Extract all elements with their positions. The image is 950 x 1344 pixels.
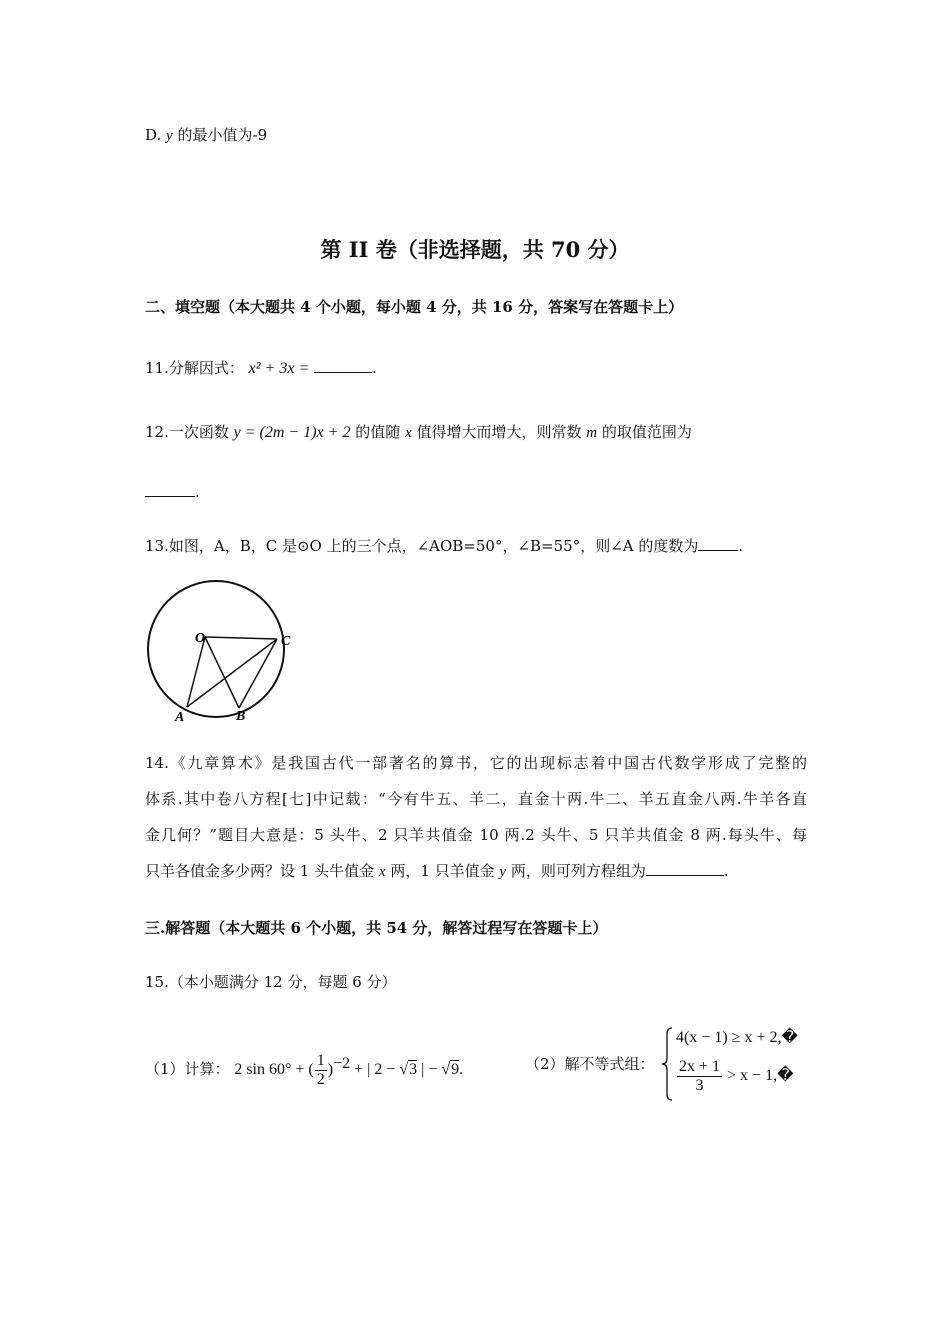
q12-mid1: 的值随: [355, 423, 401, 441]
q14-line4a: 只羊各值金多少两？设 1 头牛值金: [145, 862, 375, 880]
q15-p2-label: （2）解不等式组：: [525, 1055, 655, 1073]
q13-text: 13.如图，A，B，C 是⊙O 上的三个点，∠AOB=50°，∠B=55°，则∠A 的度数为: [145, 537, 699, 555]
ineq2-num: 2x + 1: [679, 1058, 721, 1075]
q11-prefix: 11.分解因式：: [145, 359, 244, 377]
segment-oa: [187, 637, 205, 707]
q14-line1: 14.《九章算术》是我国古代一部著名的算书，它的出现标志着中国古代数学形成了完整的: [145, 754, 807, 772]
q15-part1: [145, 1049, 463, 1089]
q15-p1-c: + | 2 − √: [350, 1061, 409, 1078]
q13-answer-blank[interactable]: [698, 535, 738, 551]
q14-line2: 体系.其中卷八方程[七]中记载：“今有牛五、羊二，直金十两.牛二、羊五直金八两.牛羊各直: [145, 790, 807, 808]
section-title: 第 II 卷（非选择题，共 70 分）: [320, 237, 630, 262]
question-14: [145, 745, 807, 890]
circle-figure: [142, 580, 302, 725]
label-o: O: [195, 631, 206, 646]
q15-p1-a: 2 sin 60° + (: [234, 1061, 314, 1078]
q12-end2: .: [195, 483, 200, 501]
question-12: [145, 421, 692, 444]
q15-p1-r9: 9: [451, 1061, 460, 1078]
q15-p1-b: ): [327, 1061, 334, 1078]
option-d-label: D.: [145, 126, 162, 144]
q15-p1-label: （1）计算：: [145, 1060, 230, 1078]
q14-line4: [145, 853, 807, 890]
part3-heading: 三.解答题（本大题共 6 个小题，共 54 分，解答过程写在答题卡上）: [145, 919, 608, 937]
q15-p1-r3: 3: [409, 1061, 418, 1078]
option-d-var: y: [166, 128, 173, 144]
ineq2-den: 3: [695, 1077, 704, 1094]
q14-line4c: 两，则可列方程组为: [510, 862, 646, 880]
q15-p1-num: 1: [316, 1051, 325, 1069]
ineq2-rest: > x − 1,�: [723, 1067, 794, 1085]
q14-line3: 金几何？”题目大意是：5 头牛、2 只羊共值金 10 两.2 头牛、5 只羊共值金 8 两.每头牛、每: [145, 826, 807, 844]
q12-prefix: 12.一次函数: [145, 423, 229, 441]
q14-var-y: y: [499, 864, 507, 880]
q11-end: .: [372, 359, 377, 377]
q12-expr: y = (2m − 1)x + 2: [233, 424, 351, 441]
label-b: B: [236, 709, 246, 724]
label-a: A: [175, 710, 185, 725]
segment-bc: [239, 639, 277, 708]
question-13: [145, 535, 743, 557]
q15-p1-den: 2: [316, 1070, 325, 1088]
q13-end: .: [738, 537, 744, 555]
system-ineq-2: [676, 1058, 793, 1095]
q14-line4b: 两，1 只羊值金: [390, 862, 495, 880]
question-11: [145, 357, 377, 380]
segment-oc: [205, 637, 277, 639]
q12-mid2: 值得增大而增大，则常数: [416, 423, 582, 441]
system-brace: [660, 1026, 674, 1102]
q14-answer-blank[interactable]: [646, 860, 724, 876]
q12-var-x: x: [405, 425, 412, 441]
q15-p1-fraction: [315, 1052, 327, 1089]
q15-p1-d: | − √: [417, 1061, 451, 1078]
q11-answer-blank[interactable]: [314, 357, 372, 373]
q12-var-m: m: [586, 425, 598, 441]
q12-answer-line: [145, 481, 200, 503]
part2-heading: 二、填空题（本大题共 4 个小题，每小题 4 分，共 16 分，答案写在答题卡上）: [145, 298, 684, 316]
option-d: [145, 124, 267, 147]
system-ineq-1: 4(x − 1) ≥ x + 2,�: [676, 1029, 798, 1046]
q11-expr: x² + 3x =: [248, 360, 310, 377]
q15-p1-exp: −2: [333, 1055, 351, 1072]
ineq2-fraction: [677, 1058, 722, 1095]
q12-end: 的取值范围为: [601, 423, 692, 441]
option-d-text: 的最小值为-9: [177, 126, 268, 144]
q14-var-x: x: [378, 864, 386, 880]
q15-p1-end: .: [459, 1061, 464, 1078]
q14-end: .: [723, 862, 729, 880]
q12-answer-blank[interactable]: [145, 481, 195, 497]
q15-header: 15.（本小题满分 12 分，每题 6 分）: [145, 973, 397, 991]
label-c: C: [281, 634, 291, 649]
